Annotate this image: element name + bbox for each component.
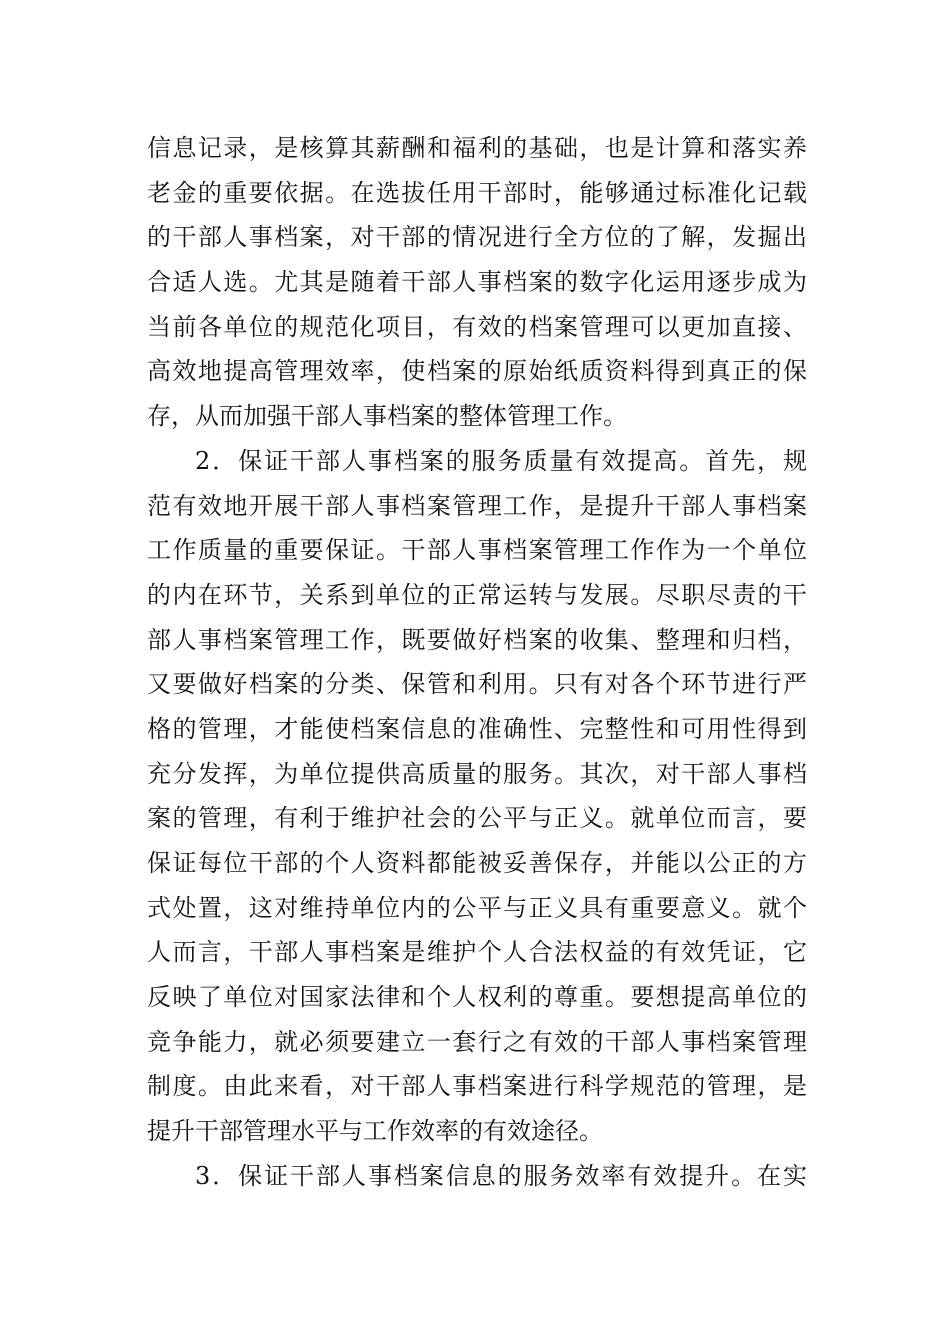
text-line: 人而言，干部人事档案是维护个人合法权益的有效凭证，它 — [147, 938, 807, 967]
text-line: 提升干部管理水平与工作效率的有效途径。 — [147, 1117, 603, 1146]
text-line: 工作质量的重要保证。干部人事档案管理工作作为一个单位 — [147, 536, 807, 565]
text-line: 的内在环节，关系到单位的正常运转与发展。尽职尽责的干 — [147, 580, 807, 609]
text-line: 案的管理，有利于维护社会的公平与正义。就单位而言，要 — [147, 804, 807, 833]
text-line: 保证每位干部的个人资料都能被妥善保存，并能以公正的方 — [147, 849, 807, 877]
text-line: 反映了单位对国家法律和个人权利的尊重。要想提高单位的 — [147, 983, 807, 1012]
text-line: 又要做好档案的分类、保管和利用。只有对各个环节进行严 — [147, 670, 807, 699]
text-line: 老金的重要依据。在选拔任用干部时，能够通过标准化记载 — [147, 178, 807, 207]
text-line: 存，从而加强干部人事档案的整体管理工作。 — [147, 402, 627, 431]
paragraph-heading-line: 2．保证干部人事档案的服务质量有效提高。首先，规 — [195, 446, 807, 475]
text-line: 的干部人事档案，对干部的情况进行全方位的了解，发掘出 — [147, 223, 807, 252]
text-line: 合适人选。尤其是随着干部人事档案的数字化运用逐步成为 — [147, 268, 807, 297]
body-text — [147, 126, 807, 1199]
text-line: 信息记录，是核算其薪酬和福利的基础，也是计算和落实养 — [147, 134, 807, 162]
text-line: 竞争能力，就必须要建立一套行之有效的干部人事档案管理 — [147, 1027, 807, 1056]
text-line: 格的管理，才能使档案信息的准确性、完整性和可用性得到 — [147, 714, 807, 743]
text-line: 部人事档案管理工作，既要做好档案的收集、整理和归档， — [147, 625, 807, 654]
text-line: 当前各单位的规范化项目，有效的档案管理可以更加直接、 — [147, 312, 807, 341]
text-line: 充分发挥，为单位提供高质量的服务。其次，对干部人事档 — [147, 759, 807, 788]
text-line: 式处置，这对维持单位内的公平与正义具有重要意义。就个 — [147, 893, 807, 922]
paragraph-heading-line: 3．保证干部人事档案信息的服务效率有效提升。在实 — [195, 1161, 807, 1190]
text-line: 范有效地开展干部人事档案管理工作，是提升干部人事档案 — [147, 491, 807, 520]
text-line: 制度。由此来看，对干部人事档案进行科学规范的管理，是 — [147, 1072, 807, 1101]
text-line: 高效地提高管理效率，使档案的原始纸质资料得到真正的保 — [147, 357, 807, 386]
